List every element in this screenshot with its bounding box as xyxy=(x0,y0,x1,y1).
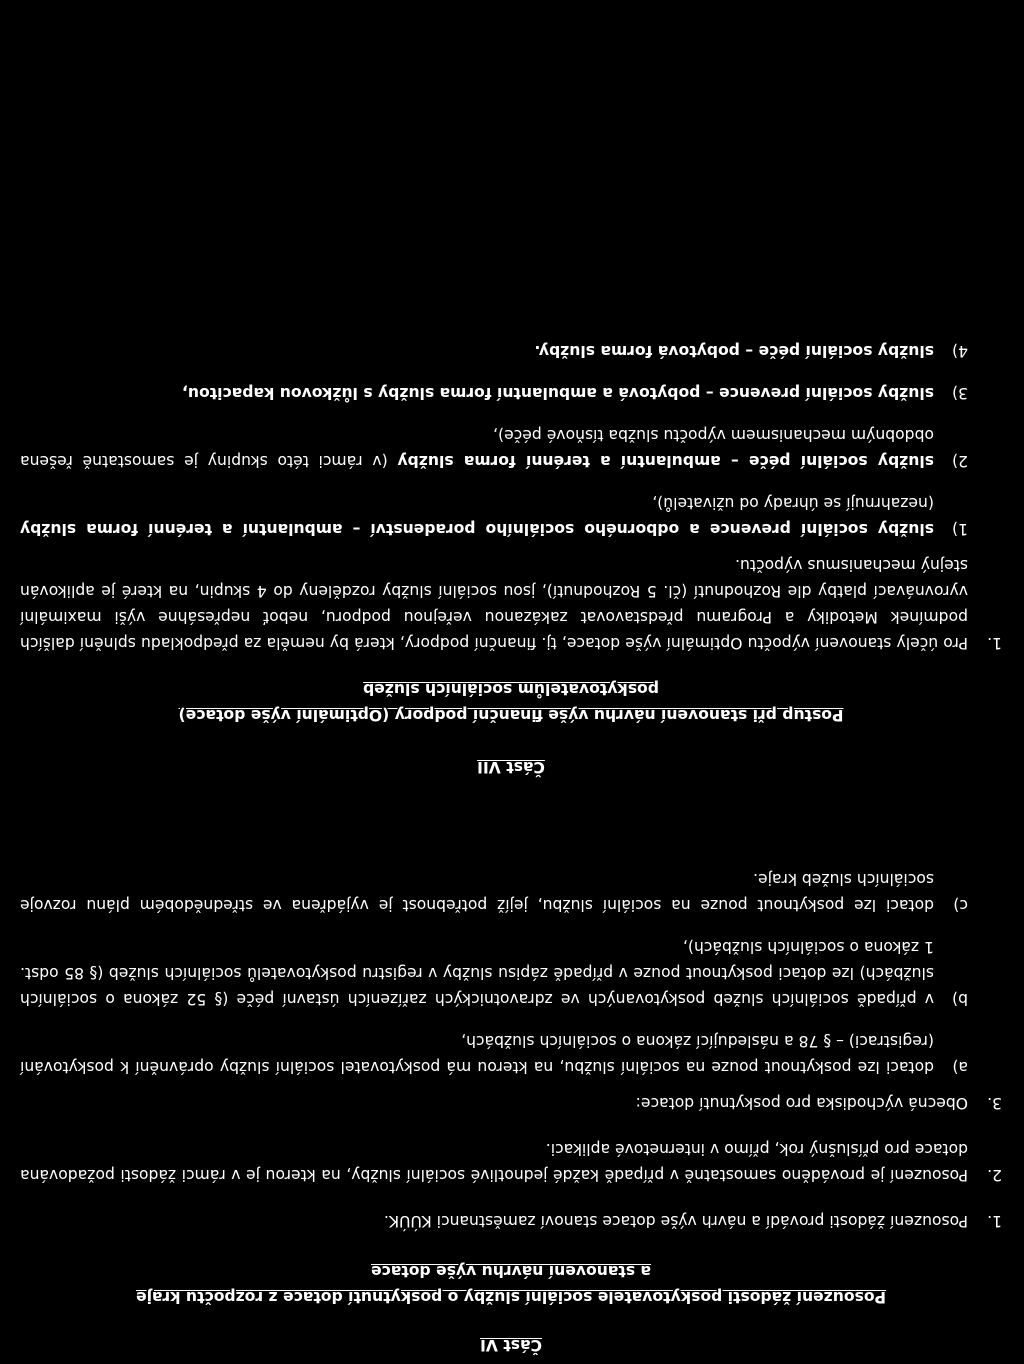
group-text-bold: služby sociální prevence a odborného sociálního poradenství – ambulantní a terénní forma služby xyxy=(20,520,934,538)
group-text-rest: (v rámci této skupiny je samostatně řešena obdobným mechanismem výpočtu služba tísňové péče), xyxy=(20,426,934,470)
group-text-bold: služby sociální prevence – pobytová a ambulantní forma služby s lůžkovou kapacitou, xyxy=(181,384,934,402)
group-number: 2) xyxy=(951,452,968,470)
part-vi-title-line2: a stanovení návrhu výše dotace xyxy=(370,1262,652,1280)
group-number: 4) xyxy=(951,342,968,360)
group-number: 3) xyxy=(951,384,968,402)
sub-item-text: dotaci lze poskytnout pouze na sociální službu, na kterou má poskytovatel sociální služby oprávnění k poskytování (registraci) – § 78 a následující zákona o sociálních službách, xyxy=(20,1032,934,1076)
list-item xyxy=(20,1136,1002,1188)
item-number: 2. xyxy=(987,1166,1002,1184)
group-text-bold: služby sociální péče – ambulantní a terénní forma služby xyxy=(397,452,934,470)
part-vii-label: Část VII xyxy=(477,758,545,776)
section-spacer xyxy=(20,780,1002,866)
part-vii-title-line1: Postup při stanovení návrhu výše finanční podpory (Optimální výše dotace) xyxy=(178,706,844,724)
sub-list-item xyxy=(20,1028,968,1080)
item-text: Obecná východiska pro poskytnutí dotace: xyxy=(635,1094,968,1112)
group-list xyxy=(20,338,968,542)
list-item xyxy=(20,866,1002,1116)
sub-item-letter: c) xyxy=(953,896,968,914)
item-text: Posouzení žádosti provádí a návrh výše dotace stanoví zaměstnanci KÚÚK. xyxy=(383,1212,968,1230)
group-list-item xyxy=(20,490,968,542)
item-number: 3. xyxy=(987,1094,1002,1112)
group-text-bold: služby sociální péče – pobytová forma služby. xyxy=(534,342,934,360)
item-text: Pro účely stanovení výpočtu Optimální výše dotace, tj. finanční podpory, která by neměla za předpokladu splnění dalších podmínek Metodiky a Programu představovat zakázanou veřejnou podporu, neboť nepřesáhne výši maximální vyrovnávací platby dle Rozhodnutí (čl. 5 Rozhodnutí), jsou sociální služby rozděleny do 4 skupin, na které je aplikován stejný mechanismus výpočtu. xyxy=(20,556,968,652)
group-text xyxy=(20,422,934,474)
group-text xyxy=(20,380,934,406)
group-text xyxy=(20,338,934,364)
part-vi-title-line1: Posouzení žádosti poskytovatele sociální služby o poskytnutí dotace z rozpočtu kraje xyxy=(136,1288,886,1306)
group-text-rest: (nezahrnují se úhrady od uživatelů), xyxy=(652,494,934,512)
item-body xyxy=(20,338,968,656)
sub-list-item xyxy=(20,866,968,918)
item-number: 1. xyxy=(987,634,1002,652)
list-item xyxy=(20,338,1002,656)
group-list-item xyxy=(20,422,968,474)
group-text xyxy=(20,490,934,542)
item-number: 1. xyxy=(987,1212,1002,1230)
part-vii-title-line2: poskytovatelům sociálních služeb xyxy=(363,680,659,698)
sub-item-text: dotaci lze poskytnout pouze na sociální službu, jejíž potřebnost je vyjádřena ve střednědobém plánu rozvoje sociálních služeb kraje. xyxy=(20,870,934,914)
sub-item-letter: b) xyxy=(952,990,968,1008)
sub-list-item xyxy=(20,934,968,1012)
part-vi-label: Část VI xyxy=(480,1336,543,1354)
sub-item-letter: a) xyxy=(952,1058,968,1076)
item-body xyxy=(20,866,968,1116)
sub-list xyxy=(20,866,968,1080)
group-list-item xyxy=(20,338,968,364)
group-number: 1) xyxy=(951,520,968,538)
group-list-item xyxy=(20,380,968,406)
item-text: Posouzení je prováděno samostatně v případě každé jednotlivé sociální služby, na kterou je v rámci žádosti požadována dotace pro příslušný rok, přímo v internetové aplikaci. xyxy=(20,1140,968,1184)
list-item xyxy=(20,1208,1002,1234)
sub-item-text: v případě sociálních služeb poskytovaných ve zdravotnických zařízeních ústavní péče (§ 52 zákona o sociálních službách) lze dotaci poskytnout pouze v případě zápisu služby v registru poskytovatelů sociálních služeb (§ 85 odst. 1 zákona o sociálních službách), xyxy=(20,938,934,1008)
